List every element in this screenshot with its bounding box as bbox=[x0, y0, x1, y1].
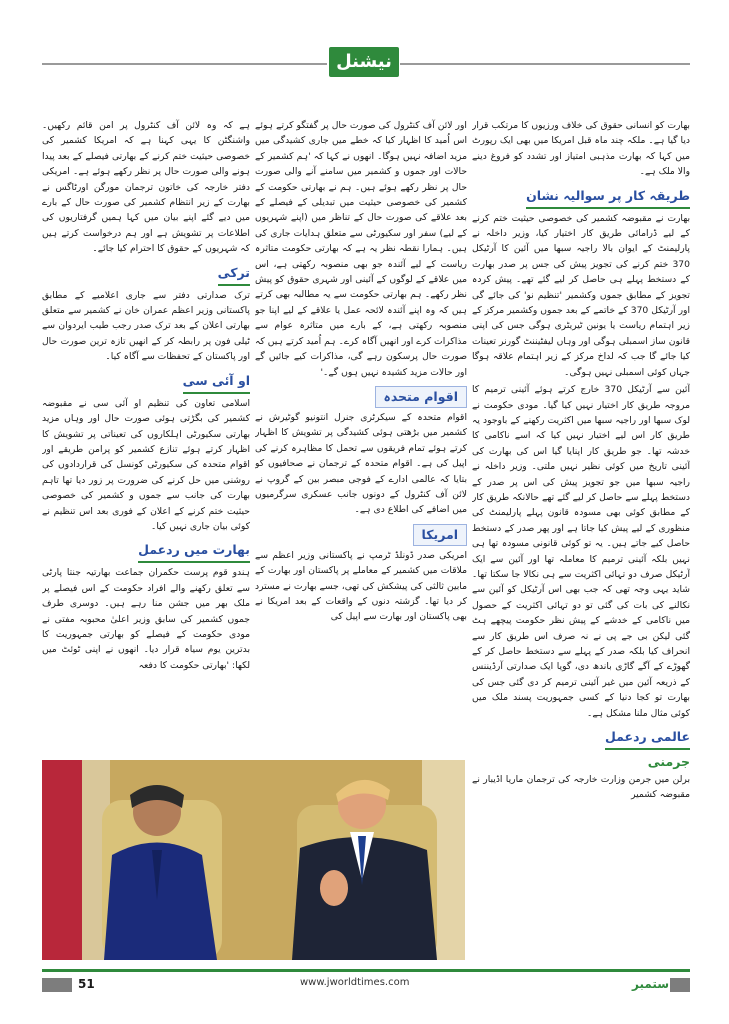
paragraph: بھارت نے مقبوضہ کشمیر کی خصوصی حیثیت ختم کرنے کے لیے ڈرامائی طریق کار اختیار کیا، وزیر داخلہ نے پارلیمنٹ کے ایوان بالا راجیہ سبھا میں آئین کا آرٹیکل 370 ختم کرنے کی تجویز پیش کی جس پر صدر بھارت کے دستخط پہلے ہی حاصل کر لیے گئے تھے۔ پیش کردہ تجویز کے مطابق جموں وکشمیر 'تنظیم نو' کی جائے گی اور آرٹیکل 370 کے خاتمے کے بعد جموں وکشمیر مرکز کے زیر اہتمام ریاست یا یونین ٹیریٹری ہوگی جس کی اپنی قانون ساز اسمبلی ہوگی اور وہاں لیفٹیننٹ گورنر تعینات کیا جائے گا جب کہ لداخ مرکز کے زیر اہتمام علاقہ ہوگا جہاں کوئی اسمبلی نہیں ہوگی۔ bbox=[472, 212, 690, 378]
subheading: ترکی bbox=[218, 263, 250, 286]
subheading: جرمنی bbox=[647, 754, 690, 770]
footer-bar-right bbox=[670, 978, 690, 992]
subheading: اقوام متحدہ bbox=[375, 386, 468, 408]
column-left bbox=[42, 118, 250, 758]
header-rule-right bbox=[400, 63, 690, 65]
subheading: او آئی سی bbox=[183, 371, 250, 394]
paragraph: اقوام متحدہ کے سیکرٹری جنرل انتونیو گوٹیرش نے کشمیر میں بڑھتی ہوئی کشیدگی پر تشویش کا اظہار کرتے ہوئے تمام فریقوں سے تحمل کا مظاہرہ کرنے کی اپیل کی ہے۔ اقوام متحدہ کے ترجمان نے صحافیوں کو بتایا کہ عالمی ادارے کے فوجی مبصر بین کے گروپ نے لائن آف کنٹرول کے دونوں جانب عسکری سرگرمیوں میں اضافے کی اطلاع دی ہے۔ bbox=[255, 411, 467, 516]
paragraph: برلن میں جرمن وزارت خارجہ کی ترجمان ماریا اڈیبار نے مقبوضہ کشمیر bbox=[472, 774, 690, 801]
paragraph: اور لائن آف کنٹرول کی صورت حال پر گفتگو کرتے ہوئے اس اُمید کا اظہار کیا کہ خطے میں جاری کشیدگی میں مزید اضافہ نہیں ہوگا۔ انھوں نے کہا کہ 'ہم کشمیر کے حالات اور جموں و کشمیر میں سامنے آنے والی صورت حال پر نظر رکھے ہوئے ہیں۔ ہم نے بھارتی حکومت کے کشمیر کی خصوصی حیثیت میں تبدیلی کے فیصلے کے بعد علاقے کی صورت حال کے تناظر میں (اپنے شہریوں کے لیے) سفر اور سکیورٹی سے متعلق ہدایات جاری کی ہیں۔ ہمارا نقطہ نظر یہ ہے کہ بھارتی حکومت متاثرہ ریاست کے لیے آئندہ جو بھی منصوبہ رکھتی ہے، اس میں علاقے کے لوگوں کے آئینی اور شہری حقوق کو پیش نظر رکھے۔ ہم بھارتی حکومت سے یہ مطالبہ بھی کرتے ہیں کہ وہ اپنے آئندہ لائحہ عمل یا علاقے کے لیے اپنا جو منصوبہ رکھتی ہے، کے بارے میں متاثرہ عوام سے مذاکرات کرے اور انھیں آگاہ کرے۔ ہم اُمید کرتے ہیں کہ صورت حال پرسکون رہے گی، مذاکرات کیے جائیں گے اور حالات مزید کشیدہ نہیں ہوں گے۔' bbox=[255, 120, 467, 378]
header-rule-left bbox=[42, 63, 327, 65]
column-middle bbox=[255, 118, 467, 758]
website-link[interactable]: www.jworldtimes.com bbox=[300, 977, 410, 988]
section-title-badge: نیشنل bbox=[329, 47, 399, 77]
paragraph: ہندو قوم پرست حکمران جماعت بھارتیہ جنتا پارٹی سے تعلق رکھنے والے افراد حکومت کے اس فیصلے پر ملک بھر میں جشن منا رہے ہیں۔ دوسری طرف جموں کشمیر کی سابق وزیر اعلیٰ محبوبہ مفتی نے مودی حکومت کے فیصلے کو بھارتی جمہوریت کا بدترین یوم سیاہ قرار دیا۔ انھوں نے اپنی ٹوئٹ میں لکھا: 'بھارتی حکومت کا دفعہ bbox=[42, 567, 250, 671]
footer-bar-left bbox=[42, 978, 72, 992]
news-photo bbox=[42, 760, 465, 960]
paragraph: امریکی صدر ڈونلڈ ٹرمپ نے پاکستانی وزیر اعظم سے ملاقات میں کشمیر کے معاملے پر پاکستان اور بھارت کے مابین ثالثی کی پیشکش کی تھی، جسے بھارت نے مسترد کر دیا تھا۔ گزشتہ دنوں کے واقعات کے بعد امریکا نے بھی پاکستان اور بھارت سے اپیل کی bbox=[255, 549, 467, 623]
photo-illustration bbox=[42, 760, 465, 960]
paragraph: ترک صدارتی دفتر سے جاری اعلامیے کے مطابق پاکستانی وزیر اعظم عمران خان نے کشمیر سے متعلق بھارتی اعلان کے بعد ترک صدر رجب طیب ایردوان سے ٹیلی فون پر رابطہ کر کے انھیں تازہ ترین صورت حال اور پاکستان کے تحفظات سے آگاہ کیا۔ bbox=[42, 289, 250, 363]
footer-rule bbox=[42, 969, 690, 972]
subheading: طریقہ کار پر سوالیہ نشان bbox=[526, 186, 690, 209]
subheading: امریکا bbox=[413, 524, 467, 546]
column-right bbox=[472, 118, 690, 960]
subheading: بھارت میں ردعمل bbox=[138, 540, 250, 563]
page-number: 51 bbox=[78, 977, 95, 991]
paragraph: بھارت کو انسانی حقوق کی خلاف ورزیوں کا مرتکب قرار دیا گیا ہے۔ ملکہ چند ماہ قبل امریکا میں بھی ایک رپورٹ میں کہا کہ بھارت مذہبی امتیاز اور تشدد کو فروغ دینے والا ملک ہے۔ bbox=[472, 120, 690, 178]
paragraph: اسلامی تعاون کی تنظیم او آئی سی نے مقبوضہ کشمیر کی بگڑتی ہوئی صورت حال اور وہاں مزید بھارتی سکیورٹی اہلکاروں کی تعیناتی پر تشویش کا اظہار کرتے ہوئے تنازع کشمیر کو پرامن طریقے اور اقوام متحدہ کی سکیورٹی کونسل کی قراردادوں کی روشنی میں حل کرنے کی ضرورت پر زور دیا تھا تاہم بھارت کی جانب سے جموں و کشمیر کی خصوصی حیثیت ختم کرنے کے اعلان کے فوری بعد اس تنظیم نے کوئی بیان جاری نہیں کیا۔ bbox=[42, 397, 250, 532]
issue-month: ستمبر bbox=[632, 977, 670, 991]
subheading: عالمی ردعمل bbox=[605, 727, 690, 750]
paragraph: ہے کہ وہ لائن آف کنٹرول پر امن قائم رکھیں۔ واشنگٹن کا یہی کہنا ہے کہ امریکا کشمیر کی خصوصی حیثیت ختم کرنے کے بھارتی فیصلے کے بعد پیدا ہونے والی صورت حال پر نظر رکھے ہوئے ہے۔ امریکی دفتر خارجہ کی خاتون ترجمان مورگن اورٹاگس نے بھارت کے زیر انتظام کشمیر کی صورت حال کے بارے میں دیے گئے اپنے بیان میں کہا ہمیں گرفتاریوں کی اطلاعات پر تشویش ہے اور ہم درخواست کرتے ہیں کہ شہریوں کے حقوق کا احترام کیا جائے۔ bbox=[42, 120, 250, 255]
paragraph: آئین سے آرٹیکل 370 خارج کرتے ہوئے آئینی ترمیم کا مروجہ طریق کار اختیار نہیں کیا گیا۔ مودی حکومت نے لوک سبھا اور راجیہ سبھا میں اکثریت رکھنے کے باوجود یہ طریق کار اس لیے اختیار نہیں کیا کہ اسے ناکامی کا خدشہ تھا۔ جو طریق کار اپنایا گیا اس کی بھارت کی آئینی تاریخ میں کوئی نظیر نہیں ملتی۔ وزیر داخلہ نے راجیہ سبھا میں جو تجویز پیش کی اس پر صدر کے دستخط پہلے سے حاصل کر لیے گئے تھے حالانکہ طریق کار کے مطابق کوئی بھی مسودہ قانون پہلے پارلیمنٹ کی منظوری کے لیے پیش کیا جاتا ہے اور پھر صدر کے دستخط حاصل کیے جاتے ہیں۔ یہ تو کوئی قانونی مسودہ تھا ہی نہیں بلکہ آئینی ترمیم کا معاملہ تھا اور آئین سے ایک آرٹیکل صرف دو تہائی اکثریت سے ہی نکالا جا سکتا تھا۔ شاید یہی وجہ تھی کہ جب بھی اس آرٹیکل کو آئین سے نکالنے کی بات کی گئی تو دو تہائی اکثریت کے حصول میں ناکامی کے خدشے کے پیش نظر حکومت پیچھے ہٹ گئی لیکن بی جے پی نے نہ صرف اس طریق کار سے انحراف کیا بلکہ صدر کے پہلے سے دستخط حاصل کر کے گھوڑے کے آگے گاڑی باندھ دی، گویا ایک صدارتی آرڈیننس کے ذریعہ آئین میں غیر آئینی ترمیم کر دی گئی جس کی بھارت تو کجا دنیا کے کسی جمہوریت پسند ملک میں کوئی مثال ملنا مشکل ہے۔ bbox=[472, 384, 690, 719]
